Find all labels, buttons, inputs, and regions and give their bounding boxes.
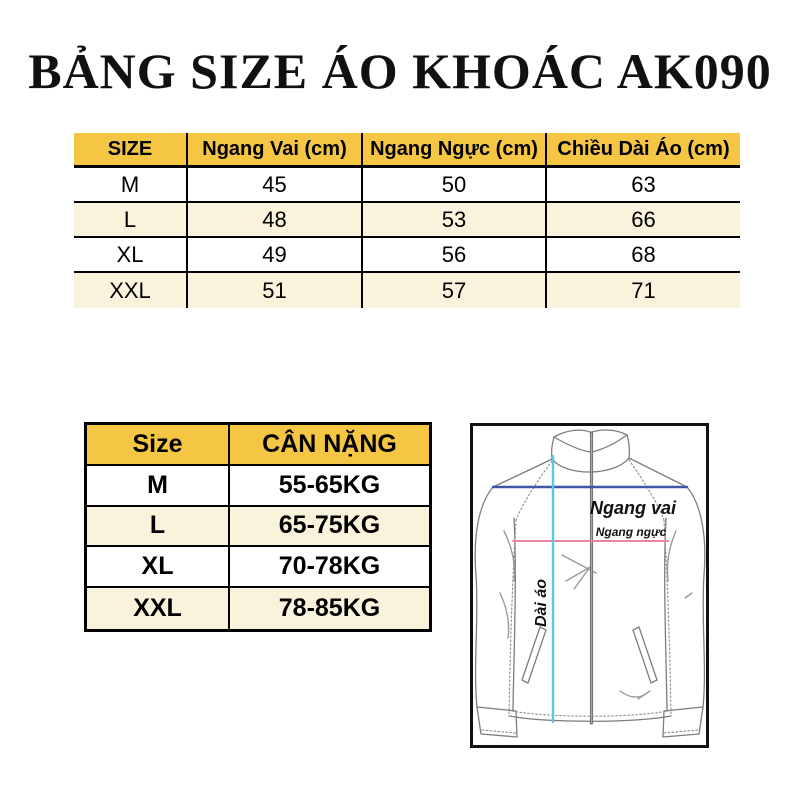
table-cell: 56 [363, 238, 547, 273]
table-cell: L [74, 203, 188, 238]
jacket-length-label: Dài áo [533, 578, 550, 628]
table-cell: 71 [547, 273, 740, 308]
column-header-weight: CÂN NẶNG [230, 425, 429, 466]
table-cell: 48 [188, 203, 363, 238]
column-header-size: Size [87, 425, 230, 466]
page-title: BẢNG SIZE ÁO KHOÁC AK090 [28, 43, 772, 99]
jacket-diagram [473, 426, 706, 745]
table-cell: 55-65KG [230, 466, 429, 507]
table-cell: M [74, 168, 188, 203]
table-cell: 53 [363, 203, 547, 238]
weight-table [84, 422, 432, 632]
table-cell: 70-78KG [230, 547, 429, 588]
shoulder-width-label: Ngang vai [589, 498, 677, 518]
column-header-chest: Ngang Ngực (cm) [363, 133, 547, 168]
table-cell: 45 [188, 168, 363, 203]
table-cell: XL [87, 547, 230, 588]
jacket-wrinkles [500, 531, 692, 699]
table-cell: L [87, 507, 230, 548]
table-cell: 57 [363, 273, 547, 308]
table-cell: M [87, 466, 230, 507]
table-cell: XL [74, 238, 188, 273]
table-cell: 68 [547, 238, 740, 273]
jacket-diagram-panel [470, 423, 709, 748]
column-header-size: SIZE [74, 133, 188, 168]
table-cell: 49 [188, 238, 363, 273]
table-cell: 65-75KG [230, 507, 429, 548]
chest-width-label: Ngang ngực [595, 525, 667, 539]
table-cell: 63 [547, 168, 740, 203]
table-cell: XXL [87, 588, 230, 629]
column-header-length: Chiều Dài Áo (cm) [547, 133, 740, 168]
table-cell: 66 [547, 203, 740, 238]
column-header-shoulder: Ngang Vai (cm) [188, 133, 363, 168]
table-cell: 51 [188, 273, 363, 308]
size-measurements-table [74, 133, 740, 308]
table-cell: 50 [363, 168, 547, 203]
table-cell: XXL [74, 273, 188, 308]
table-cell: 78-85KG [230, 588, 429, 629]
